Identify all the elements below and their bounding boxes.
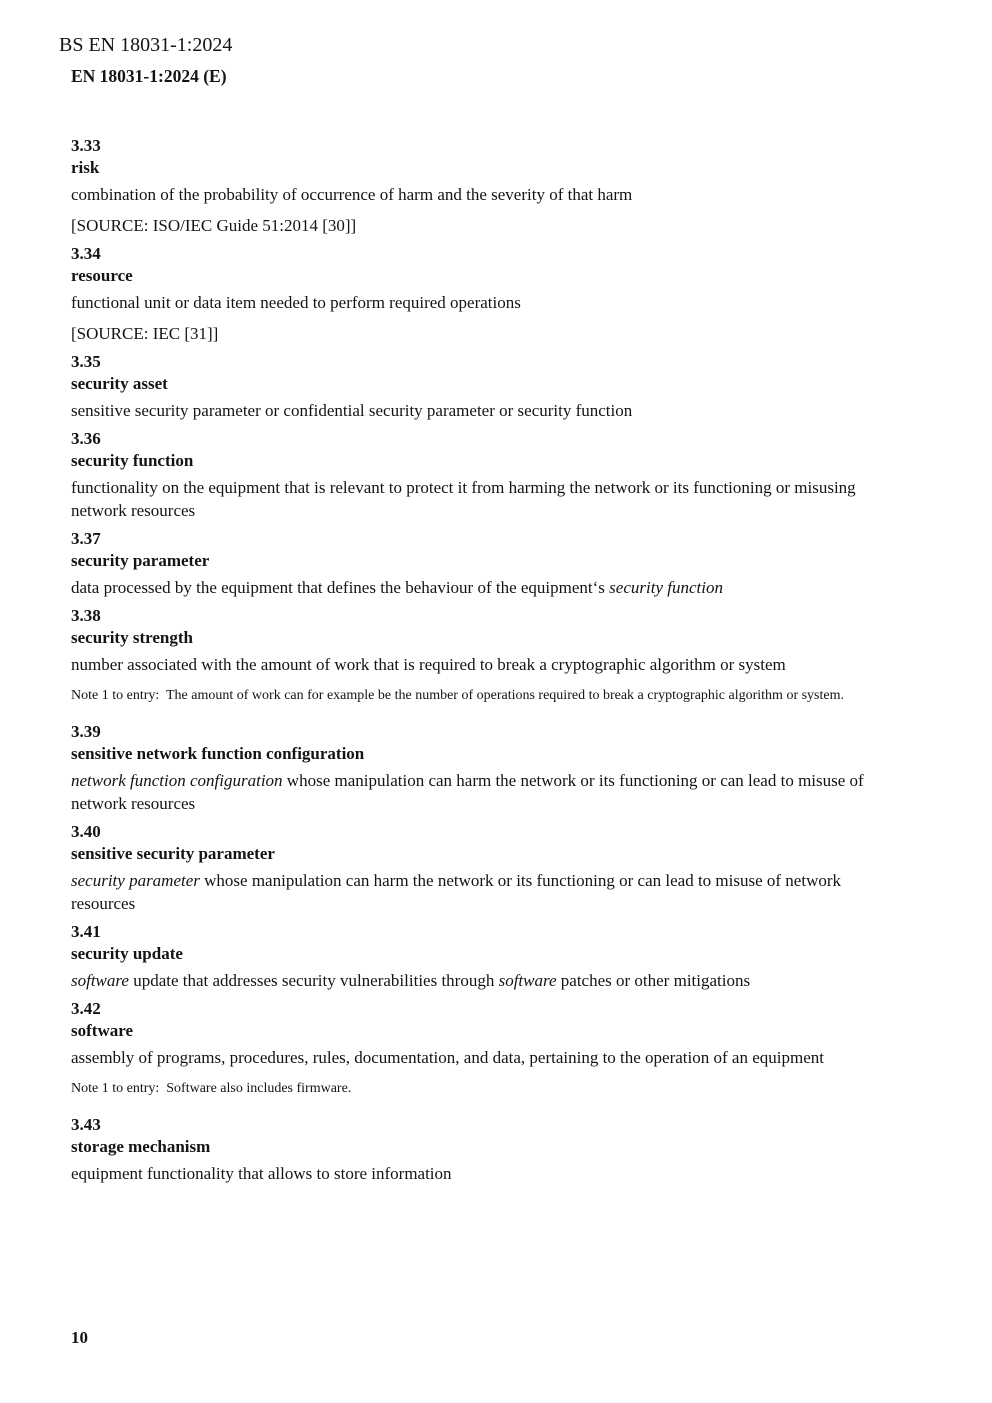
term-title: security strength [71, 628, 193, 647]
definition-text [71, 291, 885, 314]
text-segment: functional unit or data item needed to perform required operations [71, 293, 521, 312]
definition-heading [71, 821, 885, 865]
term-title: resource [71, 266, 133, 285]
note-to-entry: Note 1 to entry: Software also includes firmware. [71, 1081, 352, 1096]
definition-section [71, 243, 885, 345]
term-title: software [71, 1021, 133, 1040]
definitions-list [71, 135, 885, 1185]
text-segment: whose manipulation can harm the network or its functioning or can lead to misuse of network resources [71, 871, 842, 913]
text-segment: number associated with the amount of work that is required to break a cryptographic algorithm or system [71, 655, 786, 674]
definition-text [71, 1162, 885, 1185]
definition-text [71, 1046, 885, 1069]
definition-body [71, 476, 885, 522]
note-to-entry: Note 1 to entry: The amount of work can for example be the number of operations required to break a cryptographic algorithm or system. [71, 688, 845, 703]
term-title: security asset [71, 374, 168, 393]
definition-heading [71, 721, 885, 765]
definition-heading [71, 921, 885, 965]
clause-number: 3.33 [71, 136, 101, 155]
text-segment: functionality on the equipment that is relevant to protect it from harming the network or its functioning or misusing network resources [71, 478, 856, 520]
definition-text [71, 183, 885, 206]
text-segment: combination of the probability of occurrence of harm and the severity of that harm [71, 185, 633, 204]
italic-term: network function configuration [71, 771, 283, 790]
definition-heading [71, 998, 885, 1042]
clause-number: 3.43 [71, 1115, 101, 1134]
definition-section [71, 1114, 885, 1185]
term-title: risk [71, 158, 100, 177]
term-title: security update [71, 944, 183, 963]
term-title: storage mechanism [71, 1137, 211, 1156]
definition-section [71, 821, 885, 915]
source-reference: [SOURCE: IEC [31]] [71, 324, 219, 343]
definition-text [71, 399, 885, 422]
italic-term: security parameter [71, 871, 200, 890]
definition-heading [71, 528, 885, 572]
text-segment: update that addresses security vulnerabilities through [128, 971, 499, 990]
definition-heading [71, 351, 885, 395]
document-reference: EN 18031-1:2024 (E) [71, 66, 227, 86]
definition-body [71, 969, 885, 992]
clause-number: 3.39 [71, 722, 101, 741]
definition-body [71, 576, 885, 599]
definition-body [71, 769, 885, 815]
definition-section [71, 428, 885, 522]
clause-number: 3.41 [71, 922, 101, 941]
clause-number: 3.36 [71, 429, 101, 448]
definition-heading [71, 428, 885, 472]
definition-section [71, 135, 885, 237]
clause-number: 3.40 [71, 822, 101, 841]
standard-reference: BS EN 18031-1:2024 [59, 34, 233, 56]
definition-body [71, 1162, 885, 1185]
clause-number: 3.42 [71, 999, 101, 1018]
definition-body [71, 291, 885, 314]
definition-section [71, 998, 885, 1098]
definition-body [71, 1046, 885, 1069]
source-reference: [SOURCE: ISO/IEC Guide 51:2014 [30]] [71, 216, 357, 235]
page-content [59, 0, 885, 1185]
definition-section [71, 605, 885, 705]
definition-heading [71, 243, 885, 287]
definition-text [71, 769, 885, 815]
text-segment: sensitive security parameter or confidential security parameter or security function [71, 401, 633, 420]
definition-section [71, 721, 885, 815]
term-title: sensitive security parameter [71, 844, 275, 863]
page-number: 10 [71, 1328, 88, 1347]
definition-text [71, 576, 885, 599]
definition-section [71, 351, 885, 422]
italic-term: software [498, 971, 557, 990]
definition-text [71, 476, 885, 522]
definition-body [71, 399, 885, 422]
definition-body [71, 183, 885, 206]
definition-body [71, 869, 885, 915]
definition-heading [71, 135, 885, 179]
page-header [59, 33, 885, 87]
term-title: sensitive network function configuration [71, 744, 365, 763]
term-title: security parameter [71, 551, 210, 570]
definition-text [71, 653, 885, 676]
italic-term: software [71, 971, 129, 990]
italic-term: security function [609, 578, 723, 597]
definition-section [71, 528, 885, 599]
clause-number: 3.38 [71, 606, 101, 625]
clause-number: 3.37 [71, 529, 101, 548]
definition-section [71, 921, 885, 992]
text-segment: equipment functionality that allows to store information [71, 1164, 452, 1183]
text-segment: whose manipulation can harm the network or its functioning or can lead to misuse of network resources [71, 771, 864, 813]
definition-body [71, 653, 885, 676]
text-segment: data processed by the equipment that defines the behaviour of the equipment‘s [71, 578, 610, 597]
definition-text [71, 869, 885, 915]
text-segment: patches or other mitigations [556, 971, 751, 990]
definition-heading [71, 1114, 885, 1158]
term-title: security function [71, 451, 194, 470]
definition-text [71, 969, 885, 992]
definition-heading [71, 605, 885, 649]
text-segment: assembly of programs, procedures, rules, documentation, and data, pertaining to the operation of an equipment [71, 1048, 824, 1067]
clause-number: 3.34 [71, 244, 101, 263]
clause-number: 3.35 [71, 352, 101, 371]
